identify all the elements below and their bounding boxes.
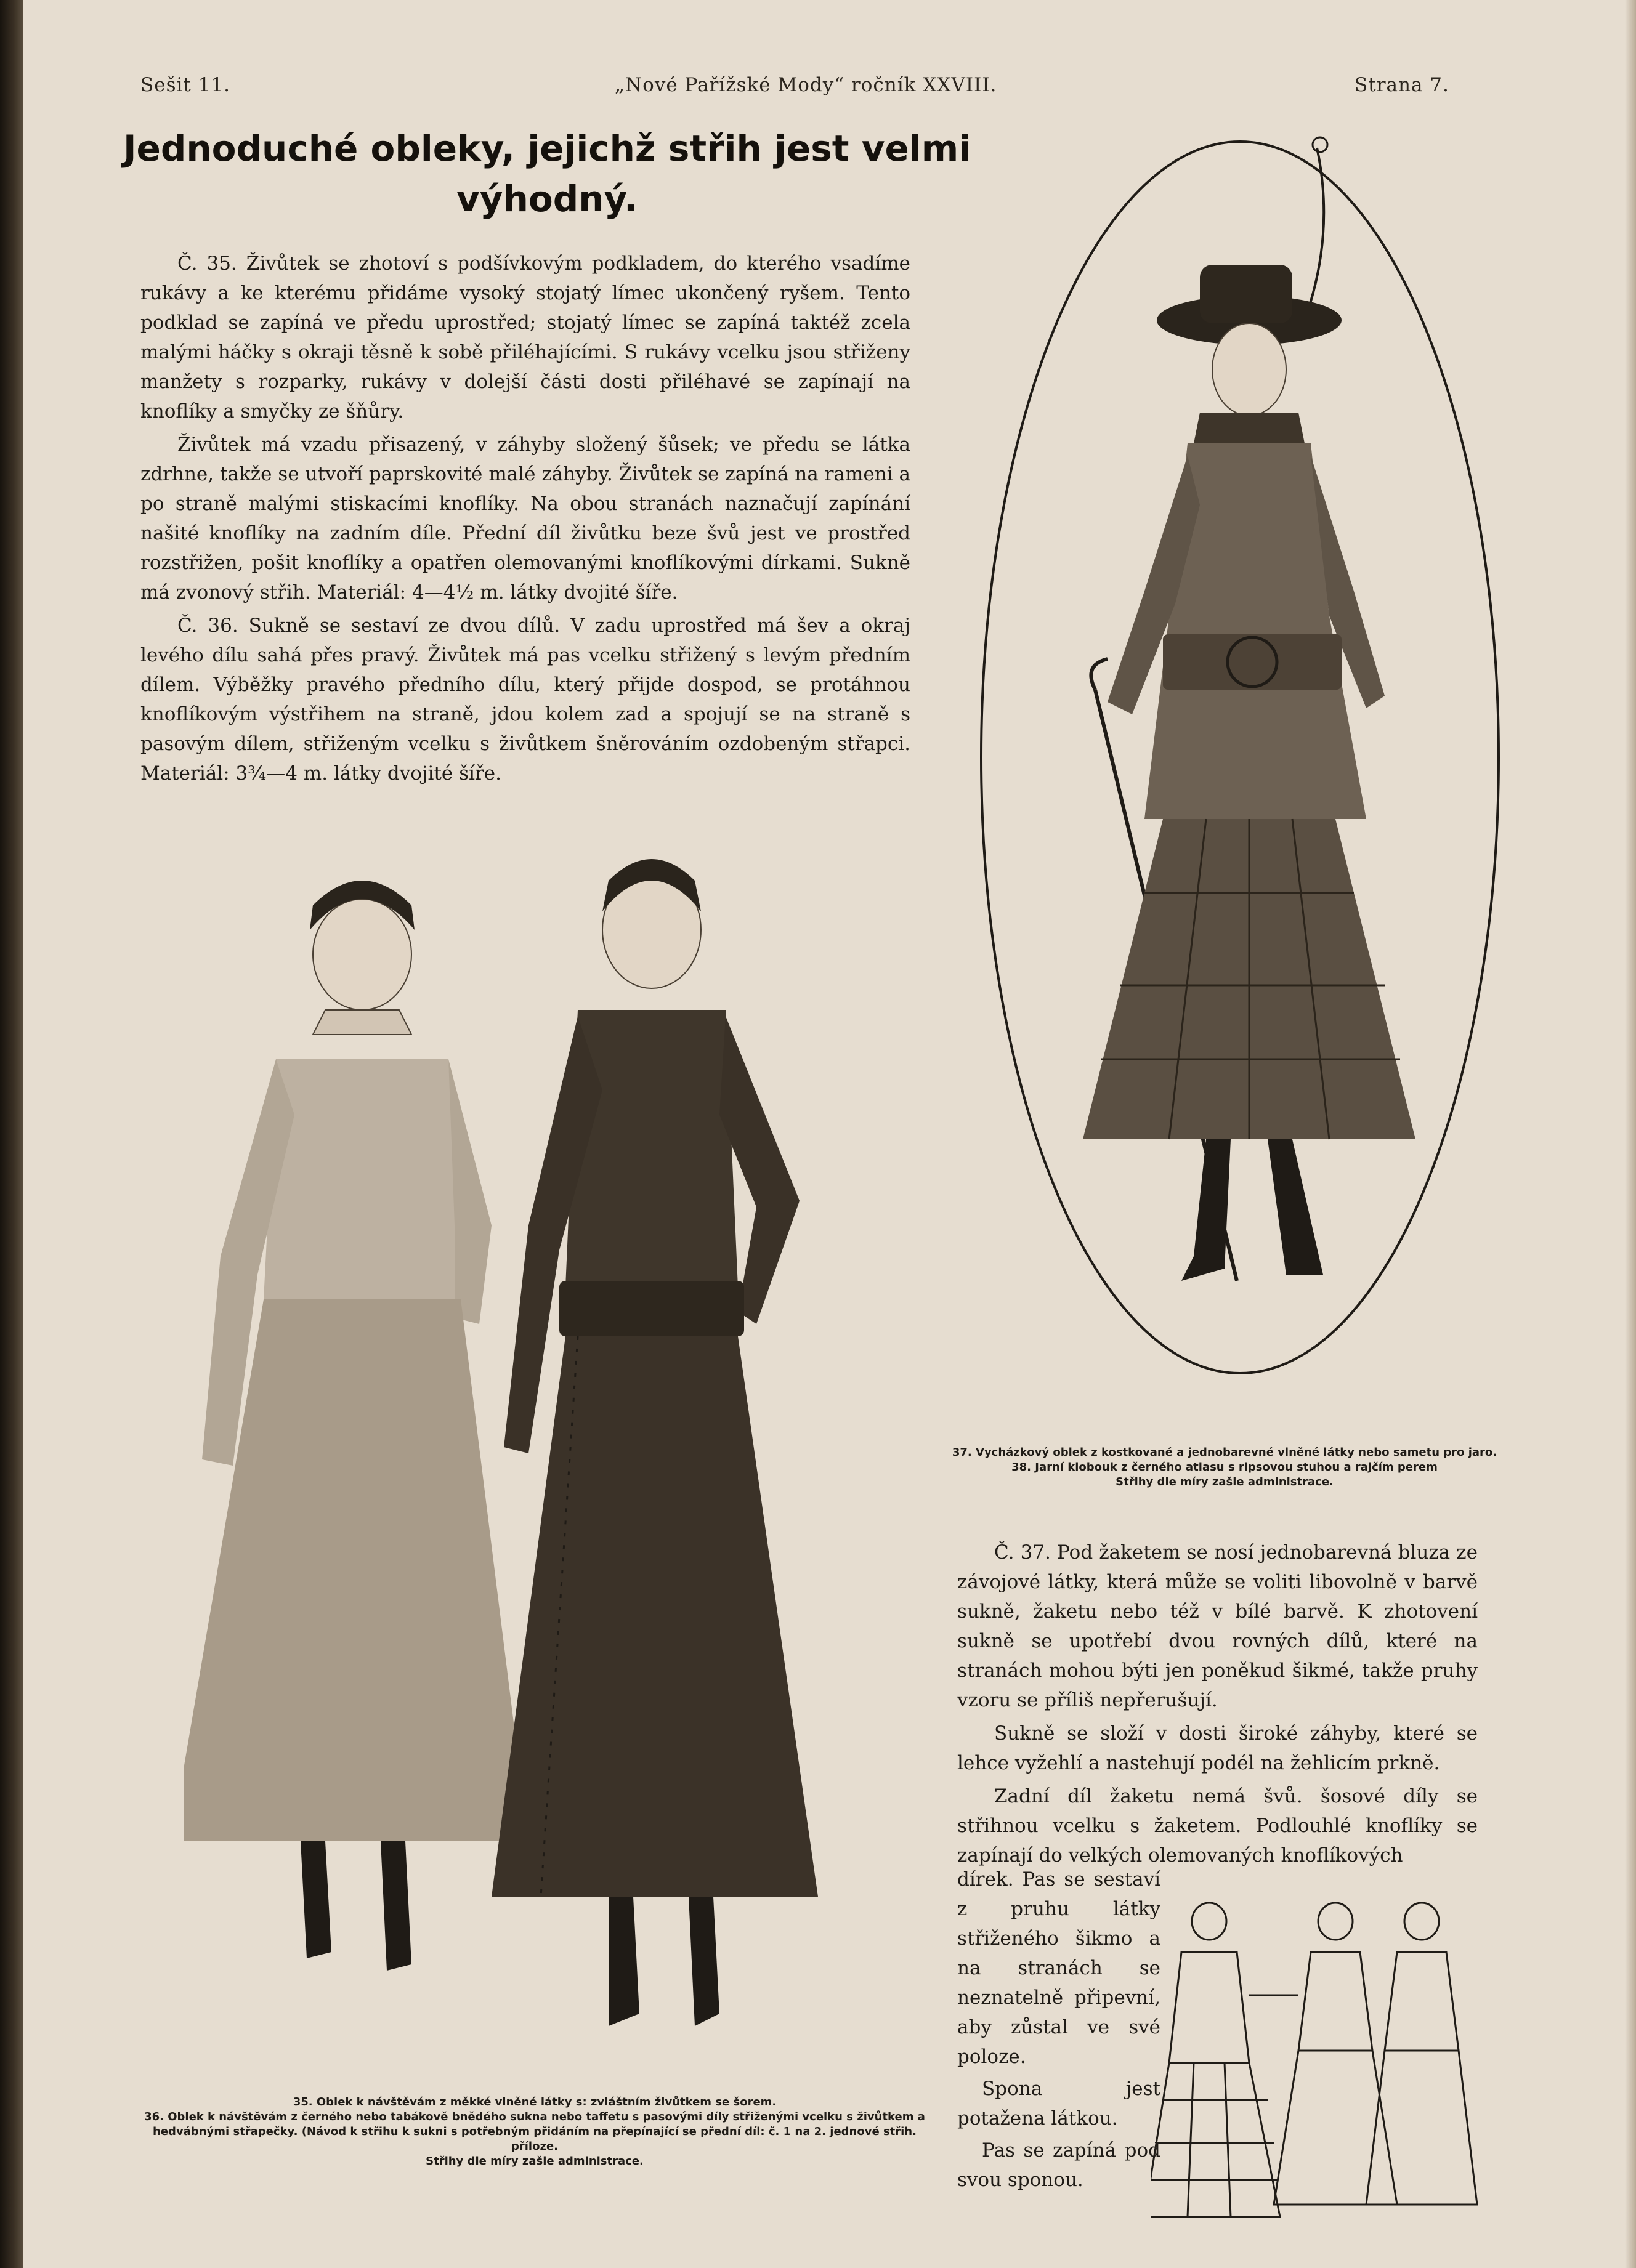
paragraph: Zadní díl žaketu nemá švů. šosové díly se střihnou vcelku s žaketem. Podlouhlé knoflíky se zapínají do velkých olemovaných knoflíkových	[957, 1785, 1478, 1866]
caption-line: Střihy dle míry zašle administrace.	[1116, 1475, 1334, 1488]
paragraph: Živůtek má vzadu přisazený, v záhyby složený šůsek; ve předu se látka zdrhne, takže se utvoří paprskovité malé záhyby. Živůtek se zapíná na rameni a po straně malými stiskacími knoflíky. Na obou stranách naznačují zapínání našité knoflíky na zadním díle. Přední díl živůtku beze švů jest ve prostřed rozstřižen, pošit knoflíky a opatřen olemovanými knoflíkovými dírkami. Sukně má zvonový střih. Materiál: 4—4½ m. látky dvojité šíře.	[140, 434, 910, 603]
caption-line: 36. Oblek k návštěvám z černého nebo tabákově bnědého sukna nebo taffetu s pasovými díly střiženými vcelku s živůtkem a hedvábnými střapečky. (Návod k střihu k sukni s potřebným přidáním na přepínající se přední díl: č. 1 na 2. jednové střih. příloze.	[144, 2110, 925, 2153]
paragraph: Spona jest potažena látkou.	[957, 2078, 1160, 2129]
page-number: Strana 7.	[1355, 74, 1449, 96]
magazine-page	[23, 0, 1636, 2268]
article-body-right	[957, 1538, 1478, 1874]
caption-line: 38. Jarní klobouk z černého atlasu s ripsovou stuhou a rajčím perem	[1011, 1461, 1438, 1474]
caption-37-38	[947, 1445, 1502, 1490]
paragraph: dírek. Pas se sestaví z pruhu látky střiženého šikmo a na stranách se neznatelně připevní, aby zůstal ve své poloze.	[957, 1868, 1160, 2068]
caption-line: Střihy dle míry zašle administrace.	[426, 2155, 644, 2168]
paragraph: Pas se zapíná pod svou sponou.	[957, 2139, 1160, 2191]
paragraph: Č. 36. Sukně se sestaví ze dvou dílů. V zadu uprostřed má šev a okraj levého dílu sahá přes pravý. Živůtek má pas vcelku střižený s levým předním dílem. Výběžky pravého předního dílu, který přijde dospod, se protáhnou knoflíkovým výstřihem na straně, jdou kolem zad a spojují se na straně s pasovým dílem, střiženým vcelku s živůtkem šněrováním ozdobeným střapci. Materiál: 3¾—4 m. látky dvojité šíře.	[140, 615, 910, 785]
fashion-illustration-35-36	[184, 856, 892, 2088]
book-binding	[0, 0, 23, 2268]
article-body-narrow	[957, 1865, 1160, 2197]
paragraph: Č. 35. Živůtek se zhotoví s podšívkovým podkladem, do kterého vsadíme rukávy a ke kterému přidáme vysoký stojatý límec ukončený ryšem. Tento podklad se zapíná ve předu uprostřed; stojatý límec se zapíná taktéž zcela malými háčky s okraji těsně k sobě přiléhajícími. S rukávy vcelku jsou střiženy manžety s rozparky, rukávy v dolejší části dosti přiléhavé se zapínají na knoflíky a smyčky ze šňůry.	[140, 252, 910, 422]
pattern-sketch-illustration	[1151, 1897, 1483, 2242]
caption-line: 37. Vycházkový oblek z kostkované a jednobarevné vlněné látky nebo sametu pro jaro.	[952, 1446, 1497, 1459]
issue-number: Sešit 11.	[140, 74, 231, 96]
caption-35-36	[128, 2095, 941, 2169]
magazine-title: „Nové Pařížské Mody“ ročník XXVIII.	[615, 74, 997, 96]
fashion-illustration-37	[960, 123, 1526, 1392]
paragraph: Č. 37. Pod žaketem se nosí jednobarevná bluza ze závojové látky, která může se voliti libovolně v barvě sukně, žaketu nebo též v bílé barvě. K zhotovení sukně se upotřebí dvou rovných dílů, které na stranách mohou býti jen poněkud šikmé, takže pruhy vzoru se příliš nepřerušují.	[957, 1541, 1478, 1711]
article-body-top	[140, 249, 910, 792]
paragraph: Sukně se složí v dosti široké záhyby, které se lehce vyžehlí a nastehují podél na žehlicím prkně.	[957, 1722, 1478, 1774]
article-title: Jednoduché obleky, jejichž střih jest velmi výhodný.	[123, 127, 971, 220]
page-edge	[1625, 0, 1636, 2268]
caption-line: 35. Oblek k návštěvám z měkké vlněné látky s: zvláštním živůtkem se šorem.	[293, 2096, 777, 2109]
